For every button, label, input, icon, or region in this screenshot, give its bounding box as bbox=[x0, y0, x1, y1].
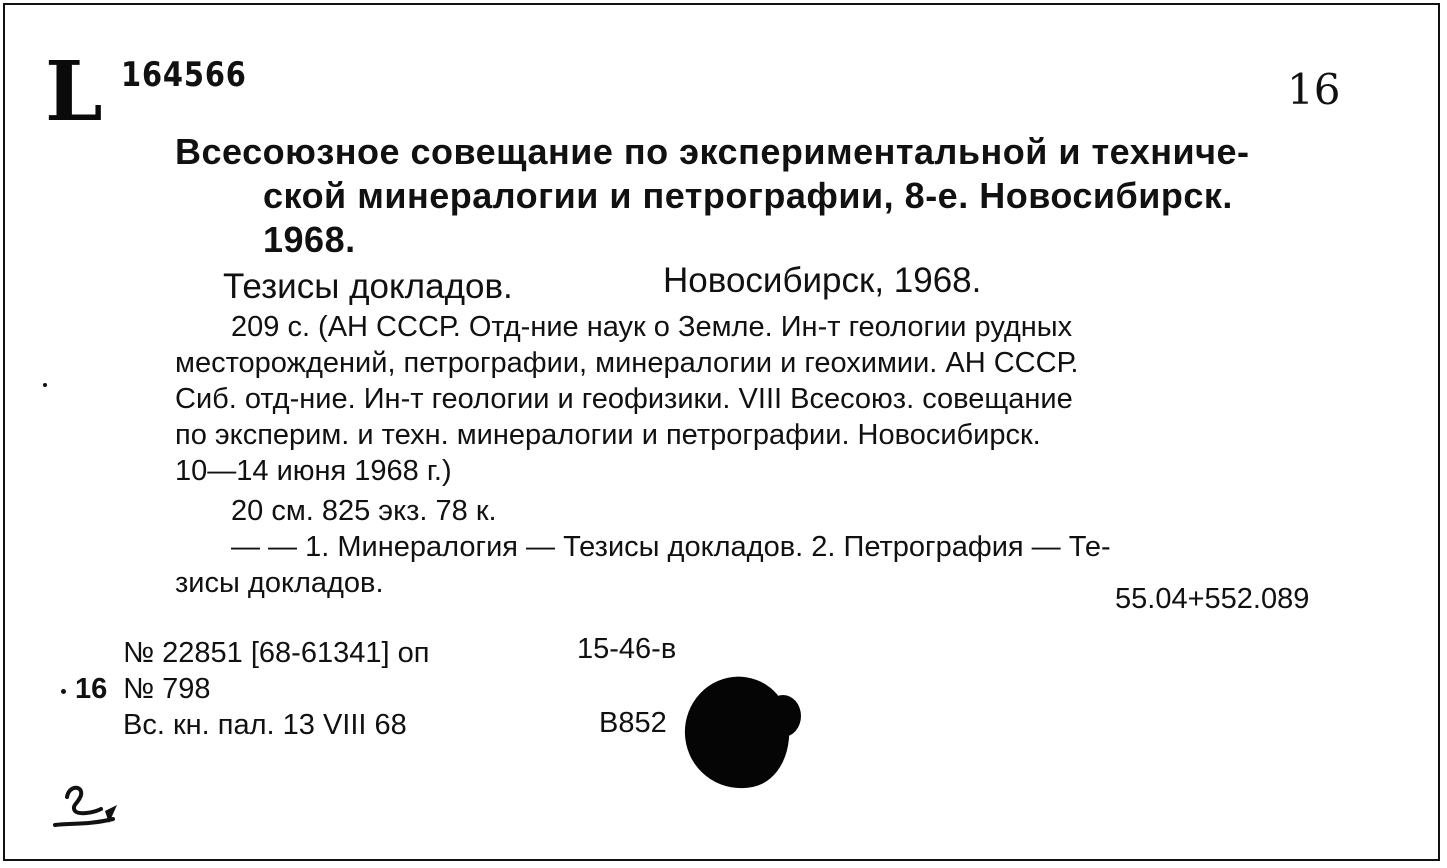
format-line: 20 см. 825 экз. 78 к. bbox=[231, 495, 497, 527]
ink-blot-edge bbox=[765, 695, 801, 737]
record-margin-number: 16 bbox=[75, 673, 108, 705]
title-line-2: ской минералогии и петрографии, 8-е. Новосибирск. bbox=[263, 175, 1233, 216]
title-line-3: 1968. bbox=[263, 219, 356, 260]
card-number: 16 bbox=[1287, 65, 1341, 114]
classification-code: 55.04+552.089 bbox=[1115, 583, 1310, 615]
subject-line-2: зисы докладов. bbox=[175, 567, 384, 599]
body-line-1: 209 с. (АН СССР. Отд-ние наук о Земле. Ин-т геологии рудных bbox=[231, 311, 1073, 343]
record-line-3-left: Вс. кн. пал. 13 VIII 68 bbox=[123, 709, 407, 741]
subtitle-right: Новосибирск, 1968. bbox=[663, 261, 982, 300]
record-line-1-left: № 22851 [68-61341] оп bbox=[123, 637, 430, 669]
pencil-mark-icon bbox=[49, 775, 129, 835]
body-line-2: месторождений, петрографии, минералогии и геохимии. АН СССР. bbox=[175, 347, 1079, 379]
handwritten-number: 164566 bbox=[121, 55, 247, 95]
catalog-card bbox=[3, 3, 1440, 861]
subject-line-1: — — 1. Минералогия — Тезисы докладов. 2. Петрография — Те- bbox=[231, 531, 1111, 563]
record-line-1-right: 15-46-в bbox=[577, 633, 677, 665]
body-line-4: по эксперим. и техн. минералогии и петрографии. Новосибирск. bbox=[175, 419, 1041, 451]
subtitle-left: Тезисы докладов. bbox=[223, 267, 513, 306]
body-line-3: Сиб. отд-ние. Ин-т геологии и геофизики. VIII Всесоюз. совещание bbox=[175, 383, 1073, 415]
record-line-3-right: В852 bbox=[599, 707, 667, 739]
title-line-1: Всесоюзное совещание по экспериментальной и техниче- bbox=[175, 131, 1250, 172]
speck-dot bbox=[61, 689, 66, 694]
speck-dot bbox=[43, 383, 47, 387]
body-line-5: 10—14 июня 1968 г.) bbox=[175, 455, 452, 487]
stamp-letter-mark: L bbox=[45, 44, 103, 140]
record-line-2: № 798 bbox=[123, 673, 211, 705]
